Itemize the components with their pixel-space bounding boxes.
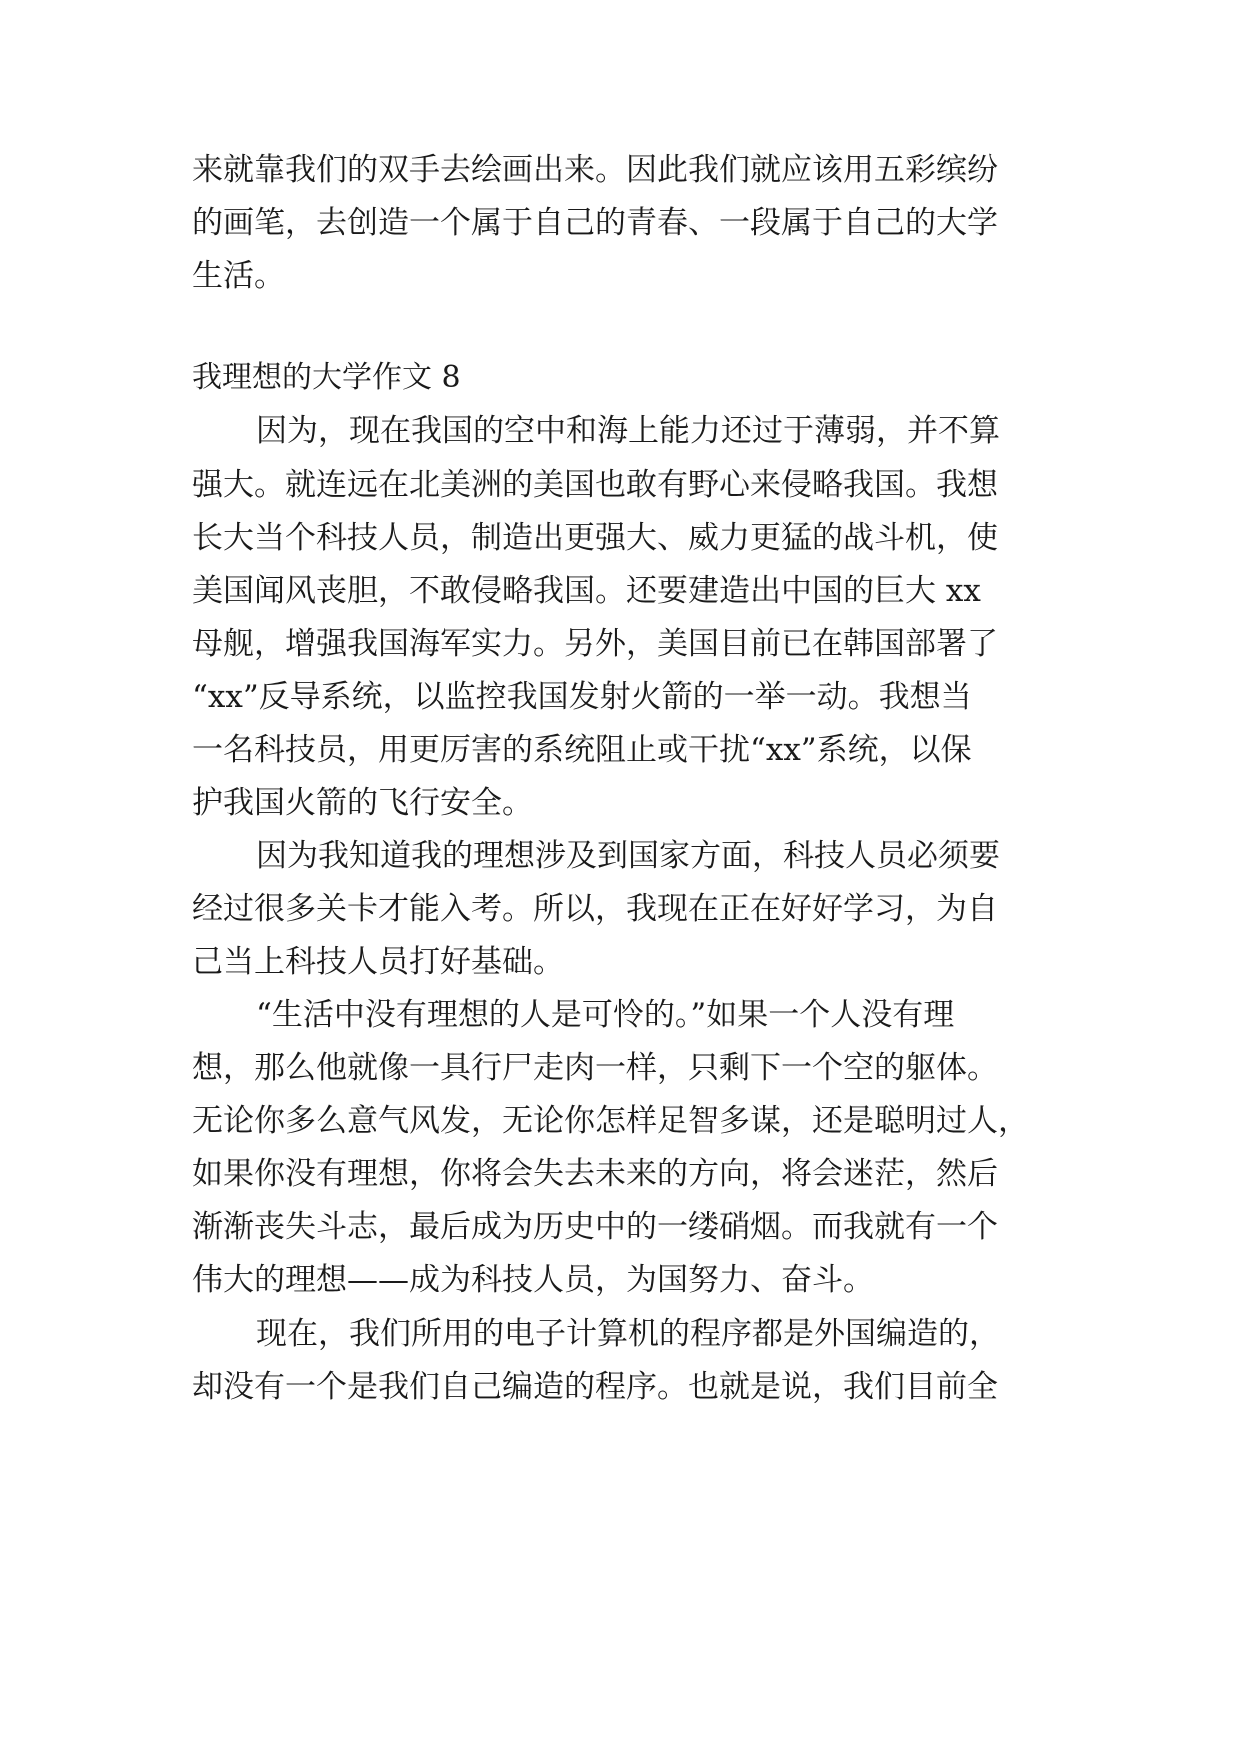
text-line: 己当上科技人员打好基础。 (192, 944, 564, 980)
text-line: 却没有一个是我们自己编造的程序。也就是说，我们目前全 (192, 1369, 998, 1405)
text-line: 渐渐丧失斗志，最后成为历史中的一缕硝烟。而我就有一个 (192, 1209, 998, 1245)
text-line: “xx”反导系统，以监控我国发射火箭的一举一动。我想当 (192, 679, 972, 715)
text-line: 美国闻风丧胆，不敢侵略我国。还要建造出中国的巨大 xx (192, 573, 981, 609)
text-line: 来就靠我们的双手去绘画出来。因此我们就应该用五彩缤纷 (192, 152, 998, 188)
text-line: 的画笔，去创造一个属于自己的青春、一段属于自己的大学 (192, 205, 998, 241)
text-line: “生活中没有理想的人是可怜的。”如果一个人没有理 (256, 997, 955, 1033)
text-line: 强大。就连远在北美洲的美国也敢有野心来侵略我国。我想 (192, 467, 998, 503)
text-line: 经过很多关卡才能入考。所以，我现在正在好好学习，为自 (192, 891, 998, 927)
text-line: 一名科技员，用更厉害的系统阻止或干扰“xx”系统，以保 (192, 732, 972, 768)
text-line: 想，那么他就像一具行尸走肉一样，只剩下一个空的躯体。 (192, 1050, 998, 1086)
text-line: 现在，我们所用的电子计算机的程序都是外国编造的， (256, 1316, 1000, 1352)
section-heading: 我理想的大学作文 8 (192, 360, 461, 395)
text-line: 伟大的理想——成为科技人员，为国努力、奋斗。 (192, 1262, 874, 1298)
text-line: 因为我知道我的理想涉及到国家方面，科技人员必须要 (256, 838, 1000, 874)
text-line: 生活。 (192, 258, 285, 294)
text-line: 长大当个科技人员，制造出更强大、威力更猛的战斗机，使 (192, 520, 998, 556)
text-line: 护我国火箭的飞行安全。 (192, 785, 533, 821)
text-line: 因为，现在我国的空中和海上能力还过于薄弱，并不算 (256, 413, 1000, 449)
text-line: 如果你没有理想，你将会失去未来的方向，将会迷茫，然后 (192, 1156, 998, 1192)
text-line: 无论你多么意气风发，无论你怎样足智多谋，还是聪明过人， (192, 1103, 1029, 1139)
text-line: 母舰，增强我国海军实力。另外，美国目前已在韩国部署了 (192, 626, 998, 662)
